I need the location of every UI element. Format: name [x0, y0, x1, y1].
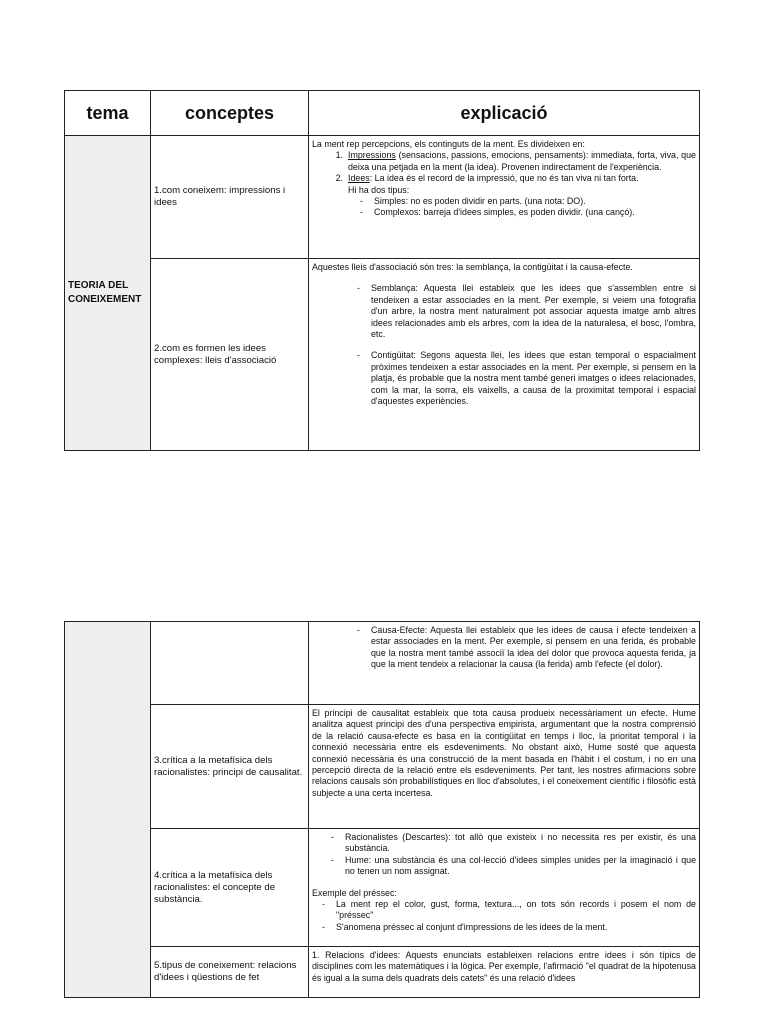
explanation-cell: Aquestes lleis d'associació són tres: la semblança, la contigüitat i la causa-efecte. - Semblança: Aquesta llei estableix que les idees que s'assemblen entre si tendeixen a estar associades en la ment. Per exemple, si veiem una fotografia d'un arbre, la nostra ment naturalment pot associar aquesta imatge amb altres idees relacionades amb els arbres, com la idea de la naturalesa, el bosc, l'ombra, etc. - Contigüitat: Segons aquesta llei, les idees que estan temporal o espacialment pròximes tendeixen a estar associades en la ment. Per exemple, si pensem en la platja, és probable que la nostra ment també generi imatges o idees relacionades, com la mar, la sorra, els vaixells, a causa de la proximitat temporal i espacial d'aquestes experiències.: [309, 259, 700, 451]
list-item: - Complexos: barreja d'idees simples, es poden dividir. (una cançó).: [360, 207, 635, 218]
table-row: [65, 947, 700, 998]
explanation-cell: - Racionalistes (Descartes): tot allò que existeix i no necessita res per existir, és una substància. - Hume: una substància és una col·lecció d'idees simples unides per la imaginació i que no tenen un nom assignat. Exemple del préssec: - La ment rep el color, gust, forma, textura..., on tots són records i posem el nom de "préssec" - S'anomena préssec al conjunt d'impressions de les idees de la ment.: [309, 829, 700, 947]
header-tema: tema: [65, 91, 151, 136]
list-item: - S'anomena préssec al conjunt d'impressions de les idees de la ment.: [322, 921, 608, 932]
list-item: - Causa-Efecte: Aquesta llei estableix que les idees de causa i efecte tendeixen a estar associades en la ment. Per exemple, si pensem en una ferida, és probable que la nostra ment també associï la idea del dolor que provoca aquesta ferida, ja que la ment tendeix a relacionar la causa (la ferida) amb l'efecte (el dolor).: [357, 625, 696, 670]
list-item: - Hume: una substància és una col·lecció d'idees simples unides per la imaginació i que no tenen un nom assignat.: [331, 854, 696, 877]
table-row: [65, 829, 700, 947]
list-item: - Contigüitat: Segons aquesta llei, les idees que estan temporal o espacialment pròximes tendeixen a estar associades en la ment. Per exemple, si pensem en la platja, és probable que la nostra ment també generi imatges o idees relacionades, com la mar, la sorra, els vaixells, a causa de la proximitat temporal i espacial d'aquestes experiències.: [357, 350, 696, 407]
concept-cell: 2.com es formen les idees complexes: lleis d'associació: [151, 259, 309, 451]
concept-cell: 5.tipus de coneixement: relacions d'idees i qüestions de fet: [151, 947, 309, 998]
list-item: 2. Idees: La idea és el record de la impressió, que no és tan viva ni tan forta.: [335, 173, 639, 184]
list-item: - Racionalistes (Descartes): tot allò que existeix i no necessita res per existir, és una substància.: [331, 832, 696, 854]
header-explicacio: explicació: [309, 91, 700, 136]
table-row: [65, 705, 700, 829]
table-row: [65, 622, 700, 705]
header-conceptes: conceptes: [151, 91, 309, 136]
concepts-table-continued: [64, 621, 700, 998]
list-item: 1. Impressions (sensacions, passions, emocions, pensaments): immediata, forta, viva, que deixa una petjada en la ment (la idea). Provenen indirectament de l'experiència.: [335, 150, 696, 172]
table-row: [65, 259, 700, 451]
explanation-cell: La ment rep percepcions, els continguts de la ment. Es divideixen en: 1. Impressions (sensacions, passions, emocions, pensaments): immediata, forta, viva, que deixa una petjada en la ment (la idea). Provenen indirectament de l'experiència. 2. Idees: La idea és el record de la impressió, que no és tan viva ni tan forta. Hi ha dos tipus: - Simples: no es poden dividir en parts. (una nota: DO). - Complexos: barreja d'idees simples, es poden dividir. (una cançó).: [309, 136, 700, 259]
tema-cell: TEORIA DEL CONEIXEMENT: [65, 136, 151, 451]
list-item: - La ment rep el color, gust, forma, textura..., on tots són records i posem el nom de "préssec": [322, 899, 696, 921]
table-row: [65, 136, 700, 259]
header-row: [65, 91, 700, 136]
concept-cell: [151, 622, 309, 705]
tema-cell: [65, 622, 151, 998]
concepts-table-top: [64, 90, 700, 451]
concept-cell: 4.crítica a la metafísica dels racionalistes: el concepte de substància.: [151, 829, 309, 947]
list-item: - Semblança: Aquesta llei estableix que les idees que s'assemblen entre si tendeixen a estar associades en la ment. Per exemple, si veiem una fotografia d'un arbre, la nostra ment naturalment pot associar aquesta imatge amb altres idees relacionades amb els arbres, com la idea de la naturalesa, el bosc, l'ombra, etc.: [357, 283, 696, 340]
explanation-cell: El principi de causalitat estableix que tota causa produeix necessàriament un efecte. Hume analitza aquest principi des d'una perspectiva empirista, argumentant que la nostra comprensió de la relació causa-efecte es basa en la contigüitat en temps i lloc, la prioritat temporal i la connexió necessària entre els esdeveniments. No obstant això, Hume sosté que aquesta connexió necessària és una construcció de la ment basada en l'hàbit i el costum, i no en una percepció directa de la relació entre els esdeveniments. Per tant, les nostres afirmacions sobre relacions causals són probabilístiques en lloc d'absolutes, i el coneixement científic i filosòfic està subjecte a una certa incertesa.: [309, 705, 700, 829]
explanation-cell: 1. Relacions d'idees: Aquests enunciats estableixen relacions entre idees i són típics de disciplines com les matemàtiques i la lògica. Per exemple, l'afirmació "el quadrat de la hipotenusa és igual a la suma dels quadrats dels catets" és una relació d'idees: [309, 947, 700, 998]
concept-cell: 1.com coneixem: impressions i idees: [151, 136, 309, 259]
concept-cell: 3.crítica a la metafísica dels racionalistes: principi de causalitat.: [151, 705, 309, 829]
explanation-cell: [309, 622, 700, 705]
list-item: - Simples: no es poden dividir en parts. (una nota: DO).: [360, 196, 586, 207]
